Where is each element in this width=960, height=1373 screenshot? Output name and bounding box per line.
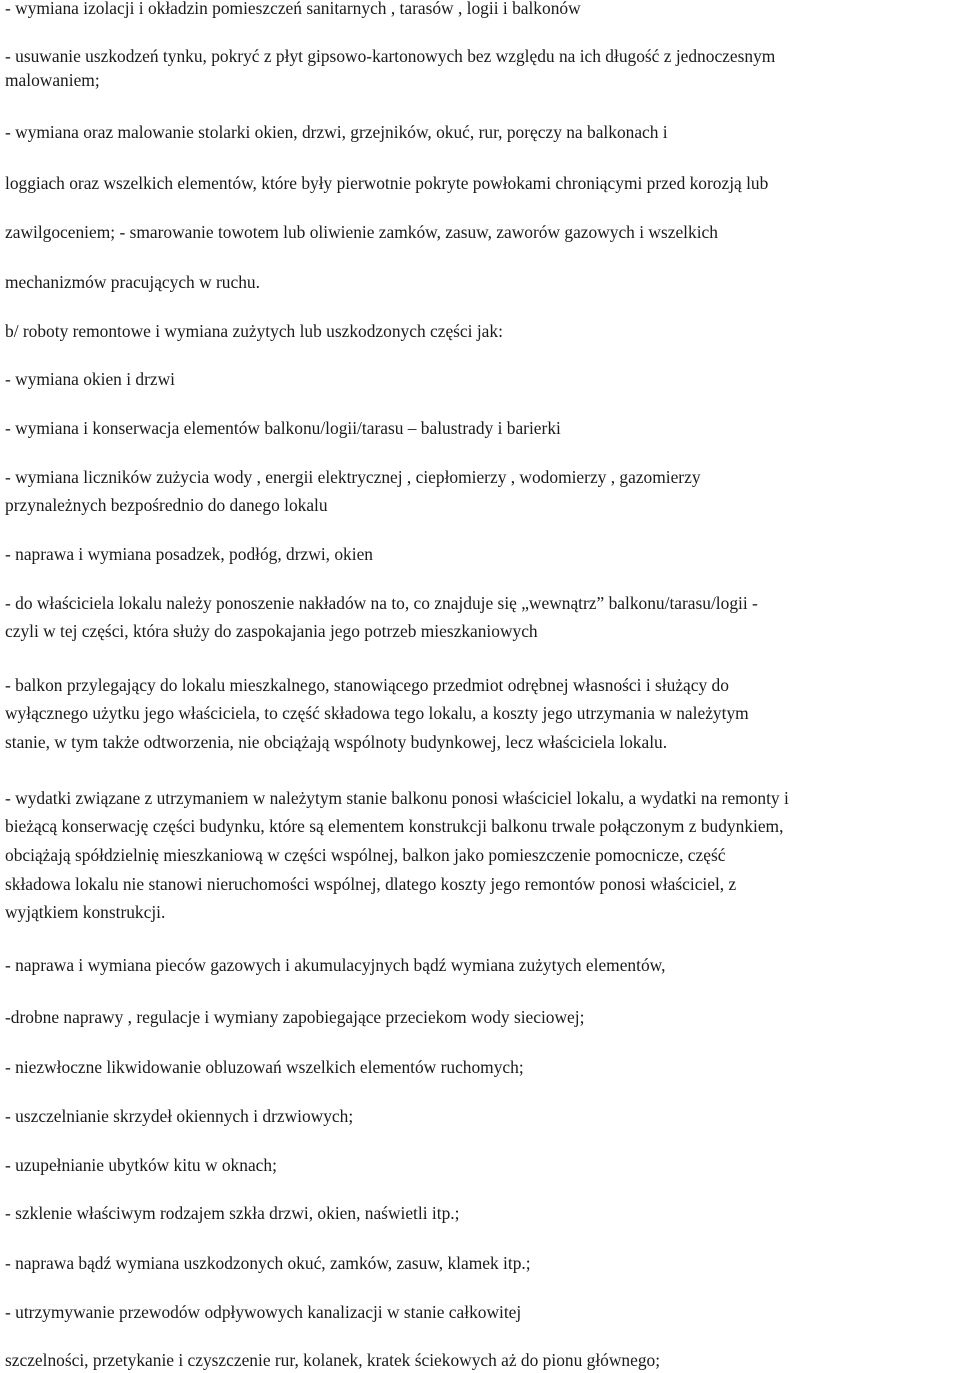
text-line: - do właściciela lokalu należy ponoszenie nakładów na to, co znajduje się „wewnątrz” balkonu/tarasu/logii -: [5, 593, 758, 613]
text-line: malowaniem;: [5, 70, 100, 90]
text-line: -drobne naprawy , regulacje i wymiany zapobiegające przeciekom wody sieciowej;: [5, 1007, 585, 1027]
text-line: - naprawa i wymiana pieców gazowych i akumulacyjnych bądź wymiana zużytych elementów,: [5, 955, 666, 975]
text-line: - utrzymywanie przewodów odpływowych kanalizacji w stanie całkowitej: [5, 1302, 522, 1322]
text-line: - wymiana i konserwacja elementów balkonu/logii/tarasu – balustrady i barierki: [5, 418, 561, 438]
text-line: - wydatki związane z utrzymaniem w należytym stanie balkonu ponosi właściciel lokalu, a wydatki na remonty i: [5, 788, 789, 808]
text-line: wyjątkiem konstrukcji.: [5, 902, 166, 922]
text-line: mechanizmów pracujących w ruchu.: [5, 272, 260, 292]
text-line: - wymiana izolacji i okładzin pomieszczeń sanitarnych , tarasów , logii i balkonów: [5, 0, 581, 18]
section-heading: b/ roboty remontowe i wymiana zużytych lub uszkodzonych części jak:: [5, 321, 503, 341]
text-line: - usuwanie uszkodzeń tynku, pokryć z płyt gipsowo-kartonowych bez względu na ich długość z jednoczesnym: [5, 46, 776, 66]
text-line: - wymiana oraz malowanie stolarki okien, drzwi, grzejników, okuć, rur, poręczy na balkonach i: [5, 122, 668, 142]
text-line: - wymiana okien i drzwi: [5, 369, 175, 389]
text-line: - wymiana liczników zużycia wody , energii elektrycznej , ciepłomierzy , wodomierzy , gazomierzy: [5, 467, 701, 487]
text-line: przynależnych bezpośrednio do danego lokalu: [5, 495, 328, 515]
text-line: bieżącą konserwację części budynku, które są elementem konstrukcji balkonu trwale połączonym z budynkiem,: [5, 816, 784, 836]
text-line: - naprawa bądź wymiana uszkodzonych okuć, zamków, zasuw, klamek itp.;: [5, 1253, 531, 1273]
text-line: składowa lokalu nie stanowi nieruchomości wspólnej, dlatego koszty jego remontów ponosi właściciel, z: [5, 874, 737, 894]
text-line: - uzupełnianie ubytków kitu w oknach;: [5, 1155, 277, 1175]
text-line: - uszczelnianie skrzydeł okiennych i drzwiowych;: [5, 1106, 354, 1126]
text-line: zawilgoceniem; - smarowanie towotem lub oliwienie zamków, zasuw, zaworów gazowych i wszelkich: [5, 222, 718, 242]
text-line: czyli w tej części, która służy do zaspokajania jego potrzeb mieszkaniowych: [5, 621, 538, 641]
text-line: obciążają spółdzielnię mieszkaniową w części wspólnej, balkon jako pomieszczenie pomocnicze, część: [5, 845, 726, 865]
text-line: stanie, w tym także odtworzenia, nie obciążają wspólnoty budynkowej, lecz właściciela lokalu.: [5, 732, 668, 752]
text-line: - naprawa i wymiana posadzek, podłóg, drzwi, okien: [5, 544, 373, 564]
text-line: wyłącznego użytku jego właściciela, to część składowa tego lokalu, a koszty jego utrzymania w należytym: [5, 703, 749, 723]
text-line: - niezwłoczne likwidowanie obluzowań wszelkich elementów ruchomych;: [5, 1057, 524, 1077]
text-line: - szklenie właściwym rodzajem szkła drzwi, okien, naświetli itp.;: [5, 1203, 460, 1223]
text-line: loggiach oraz wszelkich elementów, które były pierwotnie pokryte powłokami chroniącymi przed korozją lub: [5, 173, 769, 193]
text-line: - balkon przylegający do lokalu mieszkalnego, stanowiącego przedmiot odrębnej własności i służący do: [5, 675, 729, 695]
text-line: szczelności, przetykanie i czyszczenie rur, kolanek, kratek ściekowych aż do pionu głównego;: [5, 1350, 661, 1370]
